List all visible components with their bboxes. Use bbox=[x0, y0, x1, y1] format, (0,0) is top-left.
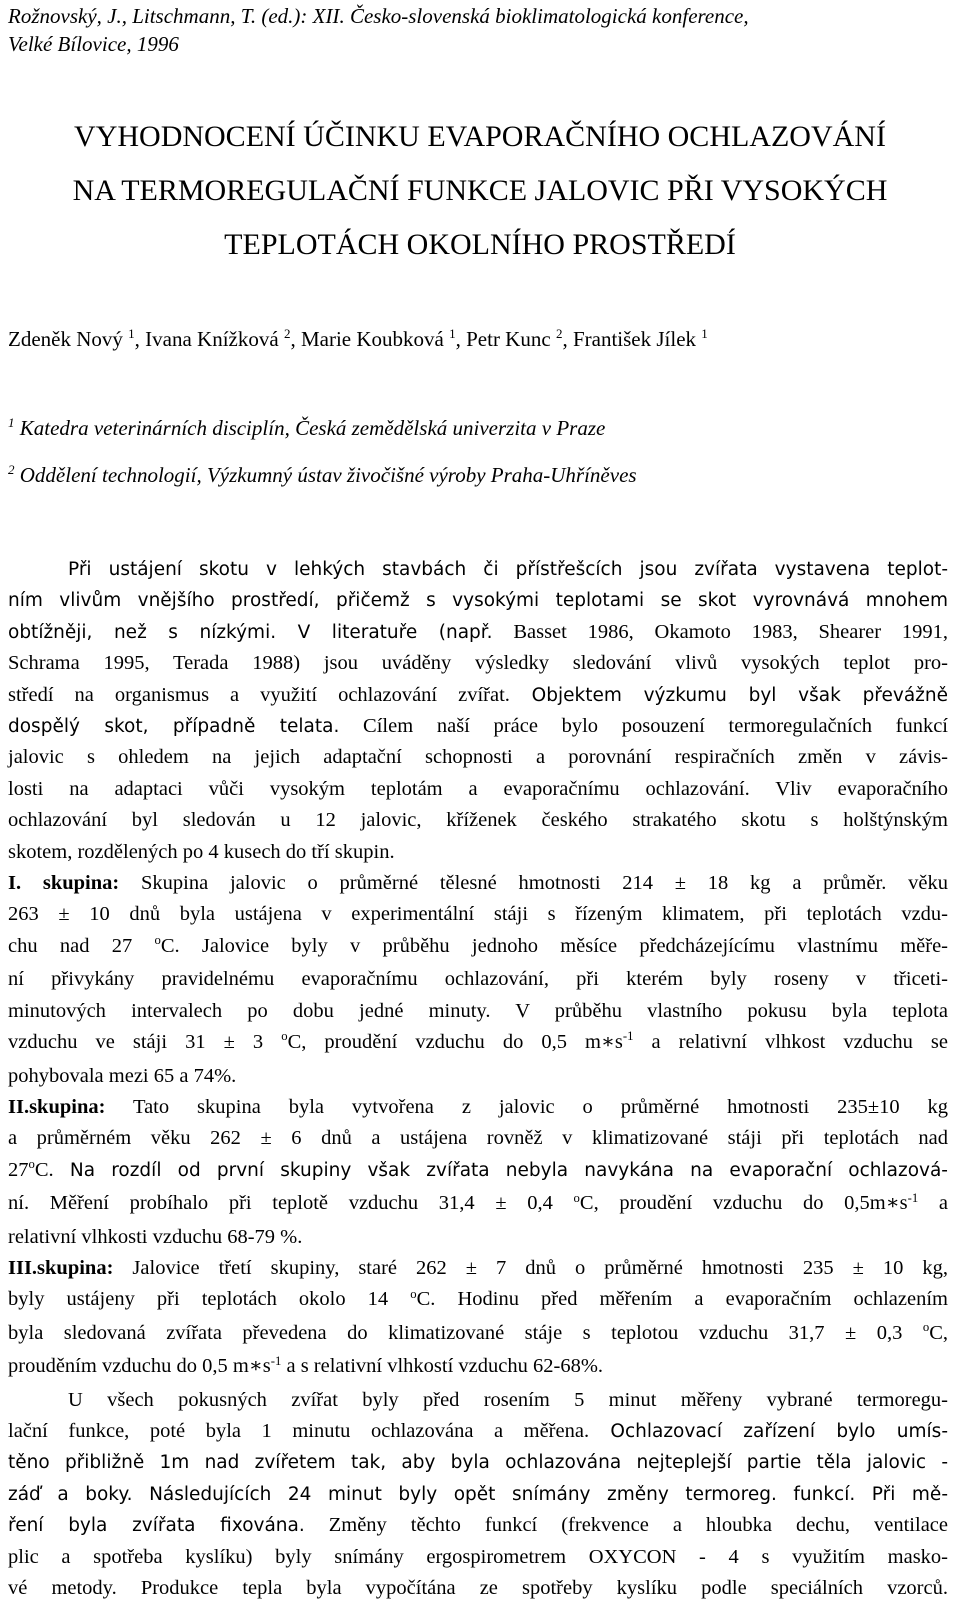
group-1-paragraph bbox=[8, 868, 948, 1092]
author-name: Marie Koubková bbox=[300, 327, 444, 351]
citation-line-2: Velké Bílovice, 1996 bbox=[8, 32, 179, 56]
text-line: prouděním vzduchu do 0,5 $m∗s^{-1}$ a s relativní vlhkostí vzduchu 62-68%. bbox=[8, 1353, 604, 1378]
text-line: ní. Měření probíhalo při teplotě vzduchu 31,4 ± 0,4 $^o$C, proudění vzduchu do $0,5m∗s^{-1}$ a bbox=[8, 1190, 948, 1215]
author-affiliation-mark: 1 bbox=[701, 326, 708, 342]
author-name: Zdeněk Nový bbox=[8, 327, 123, 351]
text-line: I. skupina: Skupina jalovic o průměrné tělesné hmotnosti 214 ± 18 kg a průměr. věku bbox=[8, 872, 949, 895]
text-line: losti na adaptaci vůči vysokým teplotám a evaporačnímu ochlazování. Vliv evaporačního bbox=[8, 777, 948, 800]
text-line: ochlazování byl sledován u 12 jalovic, kříženek českého strakatého skotu s holštýnským bbox=[8, 809, 948, 832]
text-line: minutových intervalech po dobu jedné minuty. V průběhu vlastního pokusu byla teplota bbox=[8, 999, 948, 1022]
affiliation-number: 1 bbox=[8, 415, 15, 431]
text-line: středí na organismus a využití ochlazování zvířat. Objektem výzkumu byl však převážně bbox=[8, 683, 948, 706]
text-line: III.skupina: Jalovice třetí skupiny, staré 262 ± 7 dnů o průměrné hmotnosti 235 ± 10 kg, bbox=[8, 1256, 948, 1279]
methods-paragraph bbox=[8, 1385, 948, 1604]
text-line: záď a boky. Následujících 24 minut byly opět snímány změny termoreg. funkcí. Při mě- bbox=[8, 1483, 948, 1505]
text-line: byly ustájeny při teplotách okolo 14 $^o$C. Hodinu před měřením a evaporačním ochlazením bbox=[8, 1286, 948, 1311]
text-line: 263 ± 10 dnů byla ustájena v experimentální stáji s řízeným klimatem, při teplotách vzdu- bbox=[8, 903, 948, 926]
text-line: vzduchu ve stáji 31 ± 3 $^o$C, proudění vzduchu do 0,5 $m∗s^{-1}$ a relativní vlhkost vzduchu se bbox=[8, 1029, 948, 1054]
affiliation-text: Katedra veterinárních disciplín, Česká zemědělská univerzita v Praze bbox=[19, 416, 606, 440]
affiliation-number: 2 bbox=[8, 462, 15, 478]
group-label: I. skupina: bbox=[8, 872, 120, 895]
author-affiliation-mark: 2 bbox=[283, 326, 291, 342]
group-label: III.skupina: bbox=[8, 1256, 114, 1279]
text-line: U všech pokusných zvířat byly před rosením 5 minut měřeny vybrané termoregu- bbox=[68, 1388, 948, 1411]
title-line-1: VYHODNOCENÍ ÚČINKU EVAPORAČNÍHO OCHLAZOVÁNÍ bbox=[74, 120, 886, 153]
paper-title bbox=[0, 110, 960, 272]
group-3-paragraph bbox=[8, 1253, 948, 1385]
affiliation-1 bbox=[8, 413, 605, 446]
author-affiliation-mark: 1 bbox=[449, 326, 456, 342]
text-line: 27$^o$C. Na rozdíl od první skupiny však zvířata nebyla navykána na evaporační ochlazová- bbox=[8, 1157, 948, 1181]
author-separator: , bbox=[290, 327, 301, 351]
text-line: Schrama 1995, Terada 1988) jsou uváděny výsledky sledování vlivů vysokých teplot pro- bbox=[8, 652, 948, 675]
affiliation-text: Oddělení technologií, Výzkumný ústav živočišné výroby Praha-Uhříněves bbox=[19, 463, 637, 487]
author-affiliation-mark: 1 bbox=[128, 326, 135, 342]
text-line: byla sledovaná zvířata převedena do klimatizované stáje s teplotou vzduchu 31,7 ± 0,3 $^o$C, bbox=[8, 1320, 948, 1344]
text-line: chu nad 27 $^o$C. Jalovice byly v průběhu jednoho měsíce předcházejícímu vlastnímu měře- bbox=[8, 933, 948, 957]
citation-header bbox=[8, 2, 749, 58]
author-name: František Jílek bbox=[572, 327, 697, 351]
title-line-2: NA TERMOREGULAČNÍ FUNKCE JALOVIC PŘI VYSOKÝCH bbox=[72, 174, 888, 207]
author-separator: , bbox=[455, 327, 467, 351]
text-line: obtížněji, než s nízkými. V literatuře (např. Basset 1986, Okamoto 1983, Shearer 1991, bbox=[8, 620, 948, 643]
text-line: ření byla zvířata fixována. Změny těchto funkcí (frekvence a hloubka dechu, ventilace bbox=[8, 1514, 948, 1537]
text-line: skotem, rozdělených po 4 kusech do tří skupin. bbox=[8, 840, 395, 863]
text-line: plic a spotřeba kyslíku) byly snímány ergospirometrem OXYCON - 4 s využitím masko- bbox=[8, 1545, 948, 1568]
text-line: relativní vlhkosti vzduchu 68-79 %. bbox=[8, 1225, 303, 1248]
text-line: ním vlivům vnějšího prostředí, přičemž s vysokými teplotami se skot vyrovnává mnohem bbox=[8, 590, 948, 612]
text-line: II.skupina: Tato skupina byla vytvořena z jalovic o průměrné hmotnosti 235±10 kg bbox=[8, 1095, 948, 1118]
text-line: lační funkce, poté byla 1 minutu ochlazována a měřena. Ochlazovací zařízení bylo umís- bbox=[8, 1419, 948, 1442]
author-affiliation-mark: 2 bbox=[555, 326, 563, 342]
citation-line-1: Rožnovský, J., Litschmann, T. (ed.): XII. Česko-slovenská bioklimatologická konference, bbox=[8, 4, 749, 28]
text-line: jalovic s ohledem na jejich adaptační schopnosti a porovnání respiračních změn v závis- bbox=[8, 746, 948, 769]
author-separator: , bbox=[562, 327, 573, 351]
text-line: a průměrném věku 262 ± 6 dnů a ustájena rovněž v klimatizované stáji při teplotách nad bbox=[8, 1127, 948, 1150]
group-2-paragraph bbox=[8, 1092, 948, 1253]
author-name: Petr Kunc bbox=[466, 327, 551, 351]
author-name: Ivana Knížková bbox=[145, 327, 279, 351]
text-line: dospělý skot, případně telata. Cílem naší práce bylo posouzení termoregulačních funkcí bbox=[8, 715, 949, 738]
affiliation-2 bbox=[8, 460, 637, 493]
intro-paragraph bbox=[8, 554, 948, 868]
text-line: vé metody. Produkce tepla byla vypočítána ze spotřeby kyslíku podle speciálních vzorců. bbox=[8, 1577, 948, 1599]
author-list bbox=[8, 322, 708, 359]
text-line: Při ustájení skotu v lehkých stavbách či přístřešcích jsou zvířata vystavena teplot- bbox=[68, 559, 948, 580]
text-line: ní přivykány pravidelnému evaporačnímu ochlazování, při kterém byly roseny v třiceti- bbox=[8, 968, 948, 991]
group-label: II.skupina: bbox=[8, 1095, 106, 1118]
article-body bbox=[8, 554, 948, 1604]
title-line-3: TEPLOTÁCH OKOLNÍHO PROSTŘEDÍ bbox=[224, 228, 736, 261]
text-line: těno přibližně 1m nad zvířetem tak, aby byla ochlazována nejteplejší partie těla jalovic - bbox=[8, 1452, 948, 1474]
text-line: pohybovala mezi 65 a 74%. bbox=[8, 1064, 237, 1087]
author-separator: , bbox=[134, 327, 146, 351]
